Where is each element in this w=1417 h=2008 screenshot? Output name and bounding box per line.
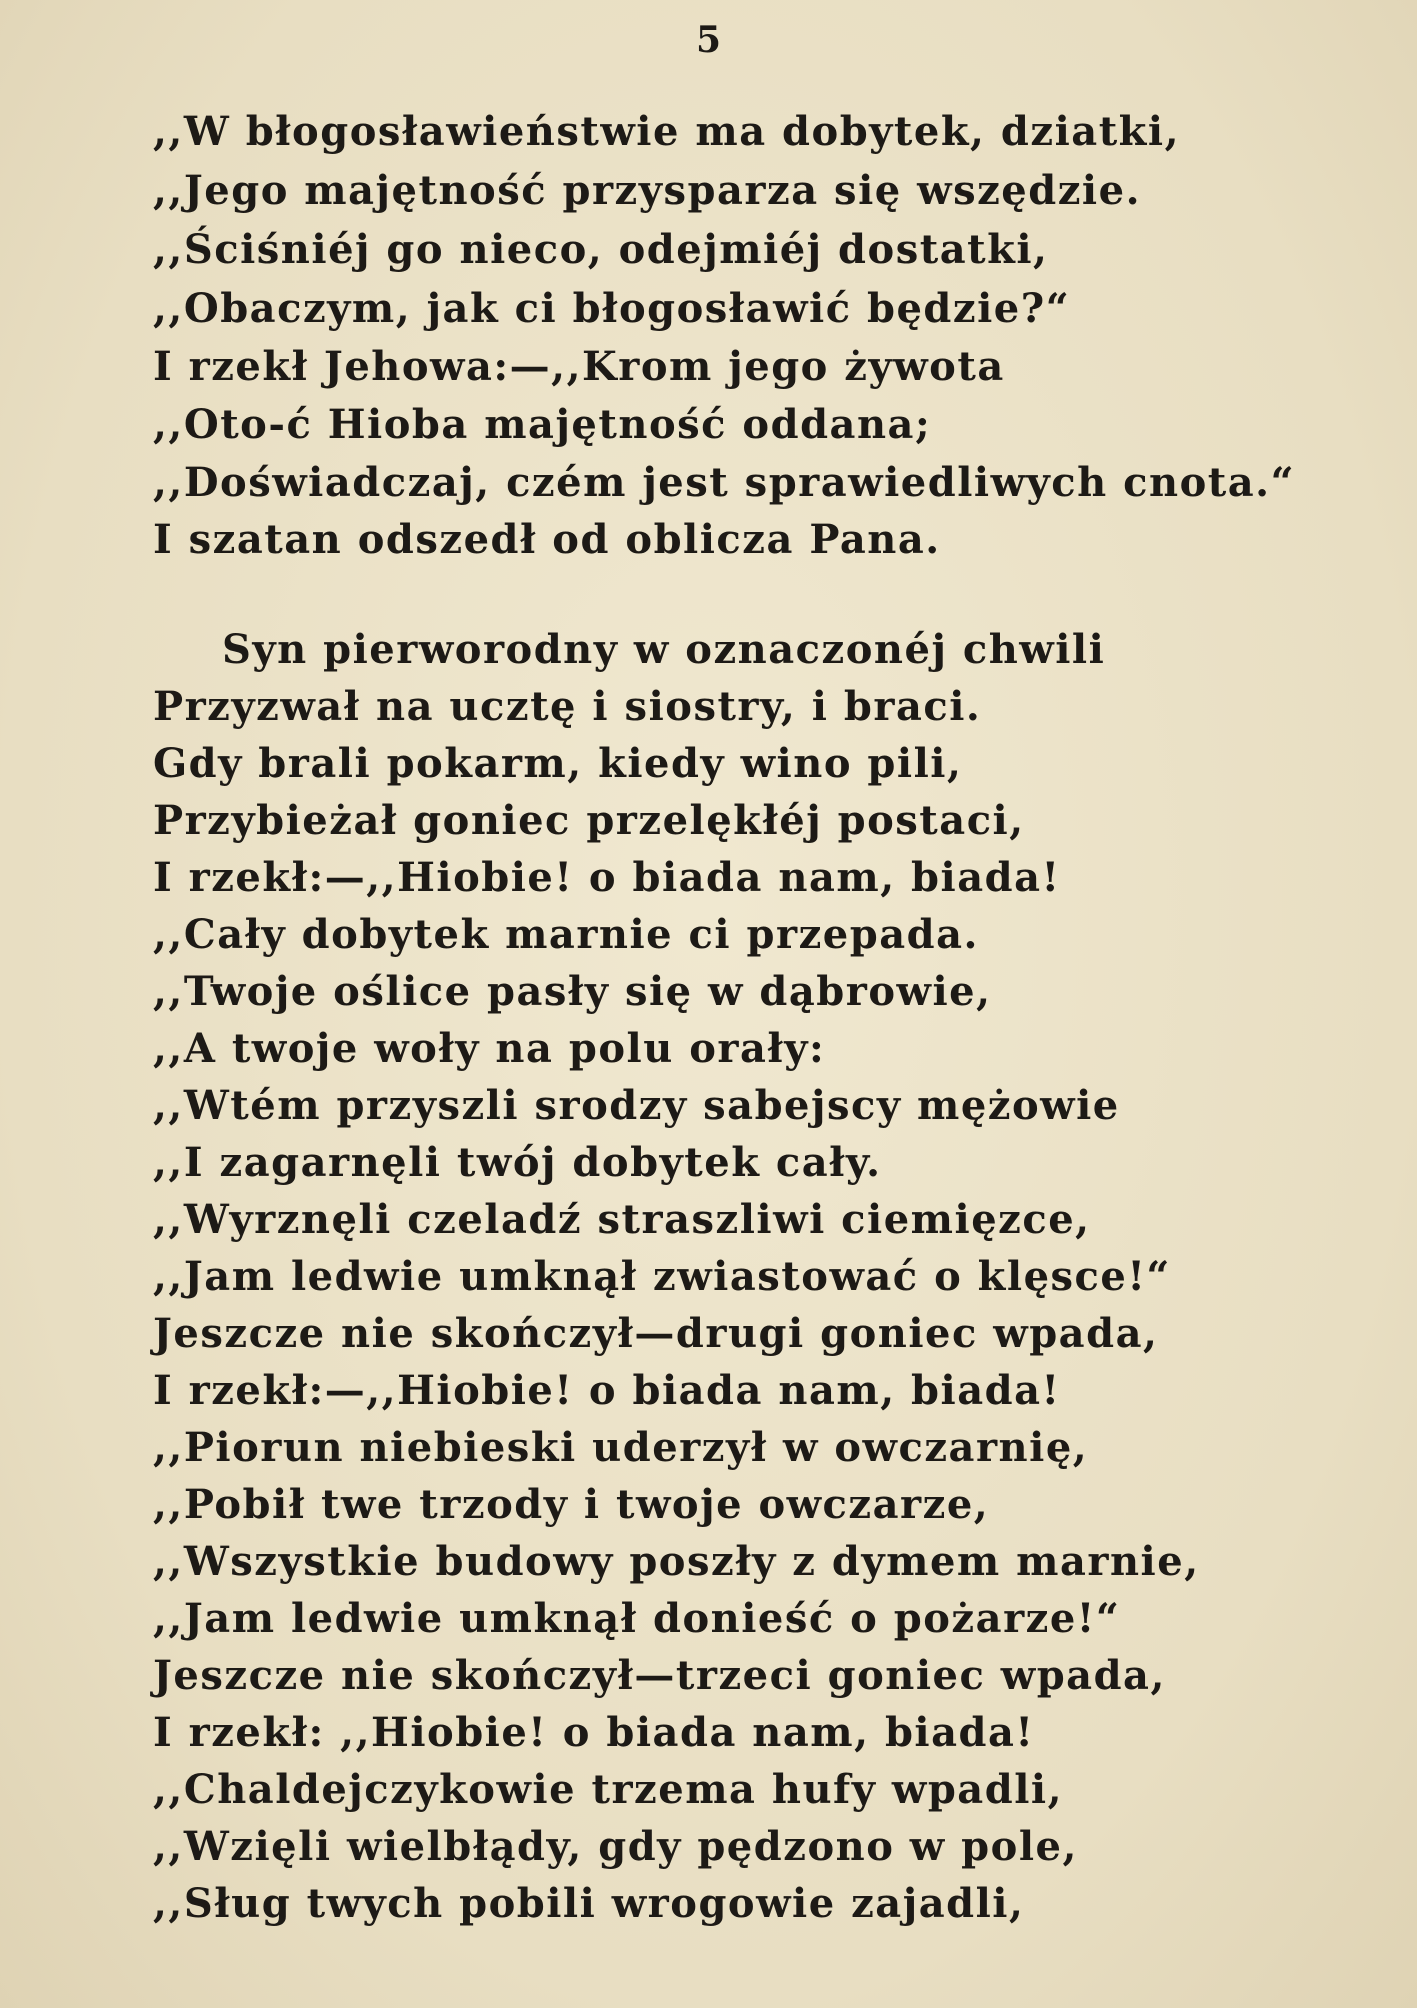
- verse-line: ,,Wyrznęli czeladź straszliwi ciemięzce,: [153, 1196, 1091, 1243]
- verse-line: Przybieżał goniec przelękłéj postaci,: [153, 797, 1025, 844]
- verse-line: I rzekł Jehowa:—,,Krom jego żywota: [153, 343, 1005, 390]
- verse-line: Gdy brali pokarm, kiedy wino pili,: [153, 740, 963, 787]
- verse-line: Jeszcze nie skończył—trzeci goniec wpada,: [153, 1652, 1166, 1699]
- verse-line: ,,Wtém przyszli srodzy sabejscy mężowie: [153, 1082, 1120, 1129]
- verse-line: ,,Wzięli wielbłądy, gdy pędzono w pole,: [153, 1823, 1078, 1870]
- verse-line: ,,Pobił twe trzody i twoje owczarze,: [153, 1481, 990, 1528]
- verse-line: Przyzwał na ucztę i siostry, i braci.: [153, 683, 982, 730]
- verse-line: ,,Wszystkie budowy poszły z dymem marnie,: [153, 1538, 1200, 1585]
- verse-line: ,,I zagarnęli twój dobytek cały.: [153, 1139, 882, 1186]
- verse-line: ,,Cały dobytek marnie ci przepada.: [153, 911, 979, 958]
- verse-line: ,,Sług twych pobili wrogowie zajadli,: [153, 1880, 1025, 1927]
- verse-line: ,,Piorun niebieski uderzył w owczarnię,: [153, 1424, 1089, 1471]
- verse-line: ,,Jam ledwie umknął zwiastować o klęsce!“: [153, 1253, 1171, 1300]
- verse-line: I szatan odszedł od oblicza Pana.: [153, 516, 941, 563]
- verse-line: ,,Jego majętność przysparza się wszędzie.: [153, 167, 1142, 214]
- verse-line: I rzekł:—,,Hiobie! o biada nam, biada!: [153, 1367, 1061, 1414]
- page-number: 5: [695, 19, 722, 61]
- verse-line: ,,Obaczym, jak ci błogosławić będzie?“: [153, 285, 1071, 332]
- verse-line: ,,Doświadczaj, czém jest sprawiedliwych cnota.“: [153, 459, 1296, 506]
- verse-line: Syn pierworodny w oznaczonéj chwili: [222, 626, 1106, 673]
- verse-line: ,,W błogosławieństwie ma dobytek, dziatki,: [153, 108, 1181, 155]
- verse-line: Jeszcze nie skończył—drugi goniec wpada,: [153, 1310, 1159, 1357]
- verse-line: ,,Chaldejczykowie trzema hufy wpadli,: [153, 1766, 1064, 1813]
- verse-line: I rzekł:—,,Hiobie! o biada nam, biada!: [153, 854, 1061, 901]
- verse-line: ,,Oto-ć Hioba majętność oddana;: [153, 401, 932, 448]
- verse-line: ,,Jam ledwie umknął donieść o pożarze!“: [153, 1595, 1121, 1642]
- verse-line: I rzekł: ,,Hiobie! o biada nam, biada!: [153, 1709, 1035, 1756]
- verse-line: ,,A twoje woły na polu orały:: [153, 1025, 826, 1072]
- verse-line: ,,Ściśniéj go nieco, odejmiéj dostatki,: [153, 226, 1049, 273]
- verse-line: ,,Twoje oślice pasły się w dąbrowie,: [153, 968, 992, 1015]
